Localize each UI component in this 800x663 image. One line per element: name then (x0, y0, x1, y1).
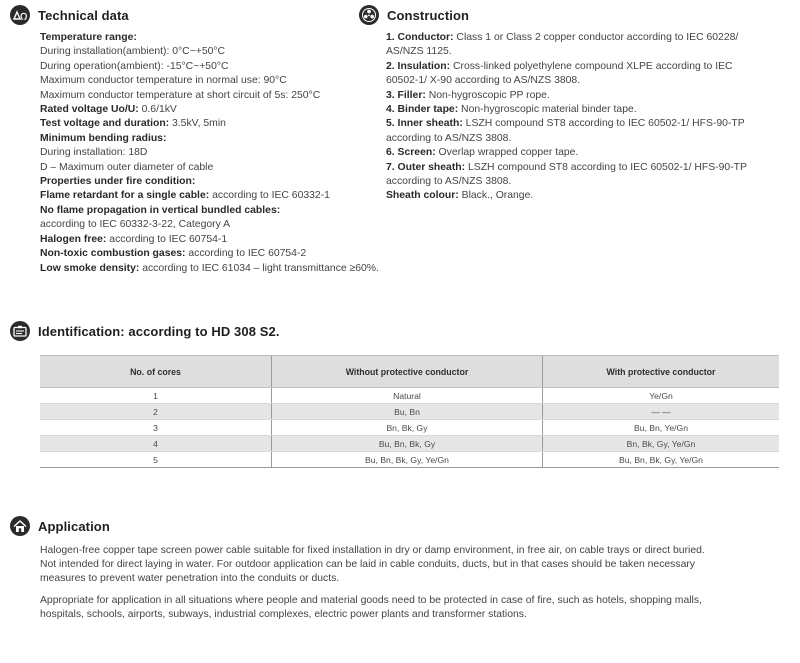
cell-without-pe: Bu, Bn, Bk, Gy, Ye/Gn (272, 452, 543, 468)
spec-label: 3. Filler: (386, 89, 426, 101)
spec-value: 0.6/1kV (138, 104, 177, 116)
cell-with-pe: Bn, Bk, Gy, Ye/Gn (543, 436, 780, 452)
table-row (40, 436, 779, 452)
cell-cores: 2 (40, 404, 272, 420)
spec-line (40, 89, 379, 103)
spec-line (40, 146, 379, 160)
spec-line (40, 218, 379, 232)
spec-line (40, 189, 379, 203)
spec-line (40, 117, 379, 131)
spec-label: Flame retardant for a single cable: (40, 190, 210, 202)
spec-value: according to IEC 60332-1 (209, 190, 330, 202)
spec-line (40, 233, 379, 247)
table-row (40, 420, 779, 436)
spec-label: 1. Conductor: (386, 32, 454, 43)
cell-cores: 3 (40, 420, 272, 436)
spec-value: LSZH compound ST8 according to IEC 60502-1/ HFS-90-TP (465, 161, 747, 173)
spec-label: No flame propagation in vertical bundled cables: (40, 204, 281, 216)
spec-line (386, 146, 747, 160)
application-line: Appropriate for application in all situations where people and material goods need to be protected in case of fire, such as hotels, shopping malls, (40, 594, 702, 606)
spec-value: Non-hygroscopic PP rope. (425, 89, 550, 101)
application-text (40, 544, 705, 629)
spec-label: Halogen free: (40, 233, 107, 245)
spec-line (40, 31, 379, 45)
application-line: Halogen-free copper tape screen power cable suitable for fixed installation in dry or damp environment, in free air, on cable trays or direct buried. (40, 545, 705, 556)
spec-line (40, 161, 379, 175)
house-icon (10, 516, 30, 536)
spec-line (386, 189, 747, 203)
column-header-without-pe: Without protective conductor (272, 356, 543, 388)
spec-value: Class 1 or Class 2 copper conductor according to IEC 60228/ (453, 32, 739, 43)
application-paragraph (40, 544, 705, 587)
spec-line (40, 103, 379, 117)
spec-value: 3.5kV, 5min (169, 118, 226, 130)
spec-value: During installation(ambient): 0°C~+50°C (40, 46, 226, 58)
spec-label: 2. Insulation: (386, 60, 451, 72)
spec-value: Non-hygroscopic material binder tape. (458, 104, 637, 116)
spec-value: During installation: 18D (40, 147, 148, 159)
cell-without-pe: Bu, Bn (272, 404, 543, 420)
identification-table-header (40, 356, 779, 388)
spec-line (386, 31, 747, 45)
spec-line (40, 60, 379, 74)
table-row (40, 452, 779, 468)
spec-label: Low smoke density: (40, 262, 140, 274)
cell-cores: 4 (40, 436, 272, 452)
spec-line (40, 247, 379, 261)
spec-value: according to IEC 61034 – light transmittance ≥60%. (139, 262, 379, 274)
cell-cores: 1 (40, 388, 272, 404)
identification-title: Identification: according to HD 308 S2. (38, 323, 280, 339)
technical-data-list (40, 31, 379, 276)
application-title: Application (38, 518, 110, 534)
spec-label: Properties under fire condition: (40, 176, 196, 188)
spec-label: Test voltage and duration: (40, 118, 170, 130)
spec-value: according to AS/NZS 3808. (386, 132, 512, 144)
spec-line (386, 117, 747, 131)
table-row (40, 388, 779, 404)
spec-label: 6. Screen: (386, 147, 436, 159)
spec-label: Rated voltage Uo/U: (40, 104, 139, 116)
spec-line (40, 262, 379, 276)
construction-title: Construction (387, 7, 470, 23)
application-line: hospitals, schools, airports, subways, industrial complexes, electric power plants and transformer stations. (40, 608, 527, 620)
cell-without-pe: Bu, Bn, Bk, Gy (272, 436, 543, 452)
spec-line (386, 161, 747, 175)
spec-value: according to AS/NZS 3808. (386, 176, 512, 188)
application-line: measures to prevent water penetration into the conduits or ducts. (40, 573, 340, 585)
application-line: Not intended for direct laying in water. For outdoor application can be laid in cable conduits, ducts, but in that cases should be taken necessary (40, 559, 696, 571)
cell-without-pe: Bn, Bk, Gy (272, 420, 543, 436)
spec-label: 7. Outer sheath: (386, 161, 466, 173)
spec-label: 4. Binder tape: (386, 104, 459, 116)
cell-cores: 5 (40, 452, 272, 468)
spec-line (386, 45, 747, 59)
spec-value: During operation(ambient): -15°C~+50°C (40, 60, 229, 72)
spec-value: Overlap wrapped copper tape. (435, 147, 579, 159)
spec-label: Minimum bending radius: (40, 132, 167, 144)
identification-header (10, 321, 280, 341)
spec-value: Cross-linked polyethylene compound XLPE according to IEC (450, 60, 733, 72)
cable-cross-section-icon (359, 5, 379, 25)
spec-line (40, 132, 379, 146)
spec-value: D – Maximum outer diameter of cable (40, 161, 214, 173)
column-header-with-pe: With protective conductor (543, 356, 780, 388)
construction-list (386, 31, 747, 204)
cell-with-pe: Ye/Gn (543, 388, 780, 404)
application-paragraph (40, 594, 705, 622)
cell-with-pe: Bu, Bn, Bk, Gy, Ye/Gn (543, 452, 780, 468)
spec-line (40, 45, 379, 59)
identification-table (40, 355, 779, 468)
cell-with-pe: Bu, Bn, Ye/Gn (543, 420, 780, 436)
spec-line (386, 89, 747, 103)
spec-value: according to IEC 60754-1 (106, 233, 228, 245)
spec-line (40, 175, 379, 189)
spec-value: LSZH compound ST8 according to IEC 60502-1/ HFS-90-TP (462, 118, 745, 130)
technical-data-title: Technical data (38, 7, 129, 23)
column-header-cores: No. of cores (40, 356, 272, 388)
spec-label: Non-toxic combustion gases: (40, 248, 186, 260)
identification-card-icon (10, 321, 30, 341)
delta-omega-icon (10, 5, 30, 25)
spec-label: 5. Inner sheath: (386, 118, 463, 130)
construction-header (359, 5, 469, 25)
application-header (10, 516, 110, 536)
cell-with-pe: — — (543, 404, 780, 420)
spec-line (40, 204, 379, 218)
cell-without-pe: Natural (272, 388, 543, 404)
spec-line (386, 132, 747, 146)
spec-value: Maximum conductor temperature at short circuit of 5s: 250°C (40, 89, 321, 101)
spec-line (40, 74, 379, 88)
technical-data-header (10, 5, 129, 25)
spec-label: Temperature range: (40, 32, 137, 43)
spec-line (386, 175, 747, 189)
spec-line (386, 74, 747, 88)
spec-line (386, 103, 747, 117)
spec-value: Black., Orange. (458, 190, 534, 202)
spec-line (386, 60, 747, 74)
spec-value: 60502-1/ X-90 according to AS/NZS 3808. (386, 75, 581, 87)
spec-value: AS/NZS 1125. (386, 46, 452, 58)
spec-label: Sheath colour: (386, 190, 459, 202)
spec-value: Maximum conductor temperature in normal use: 90°C (40, 75, 287, 87)
spec-value: according to IEC 60754-2 (185, 248, 307, 260)
spec-value: according to IEC 60332-3-22, Category A (40, 219, 231, 231)
table-row (40, 404, 779, 420)
